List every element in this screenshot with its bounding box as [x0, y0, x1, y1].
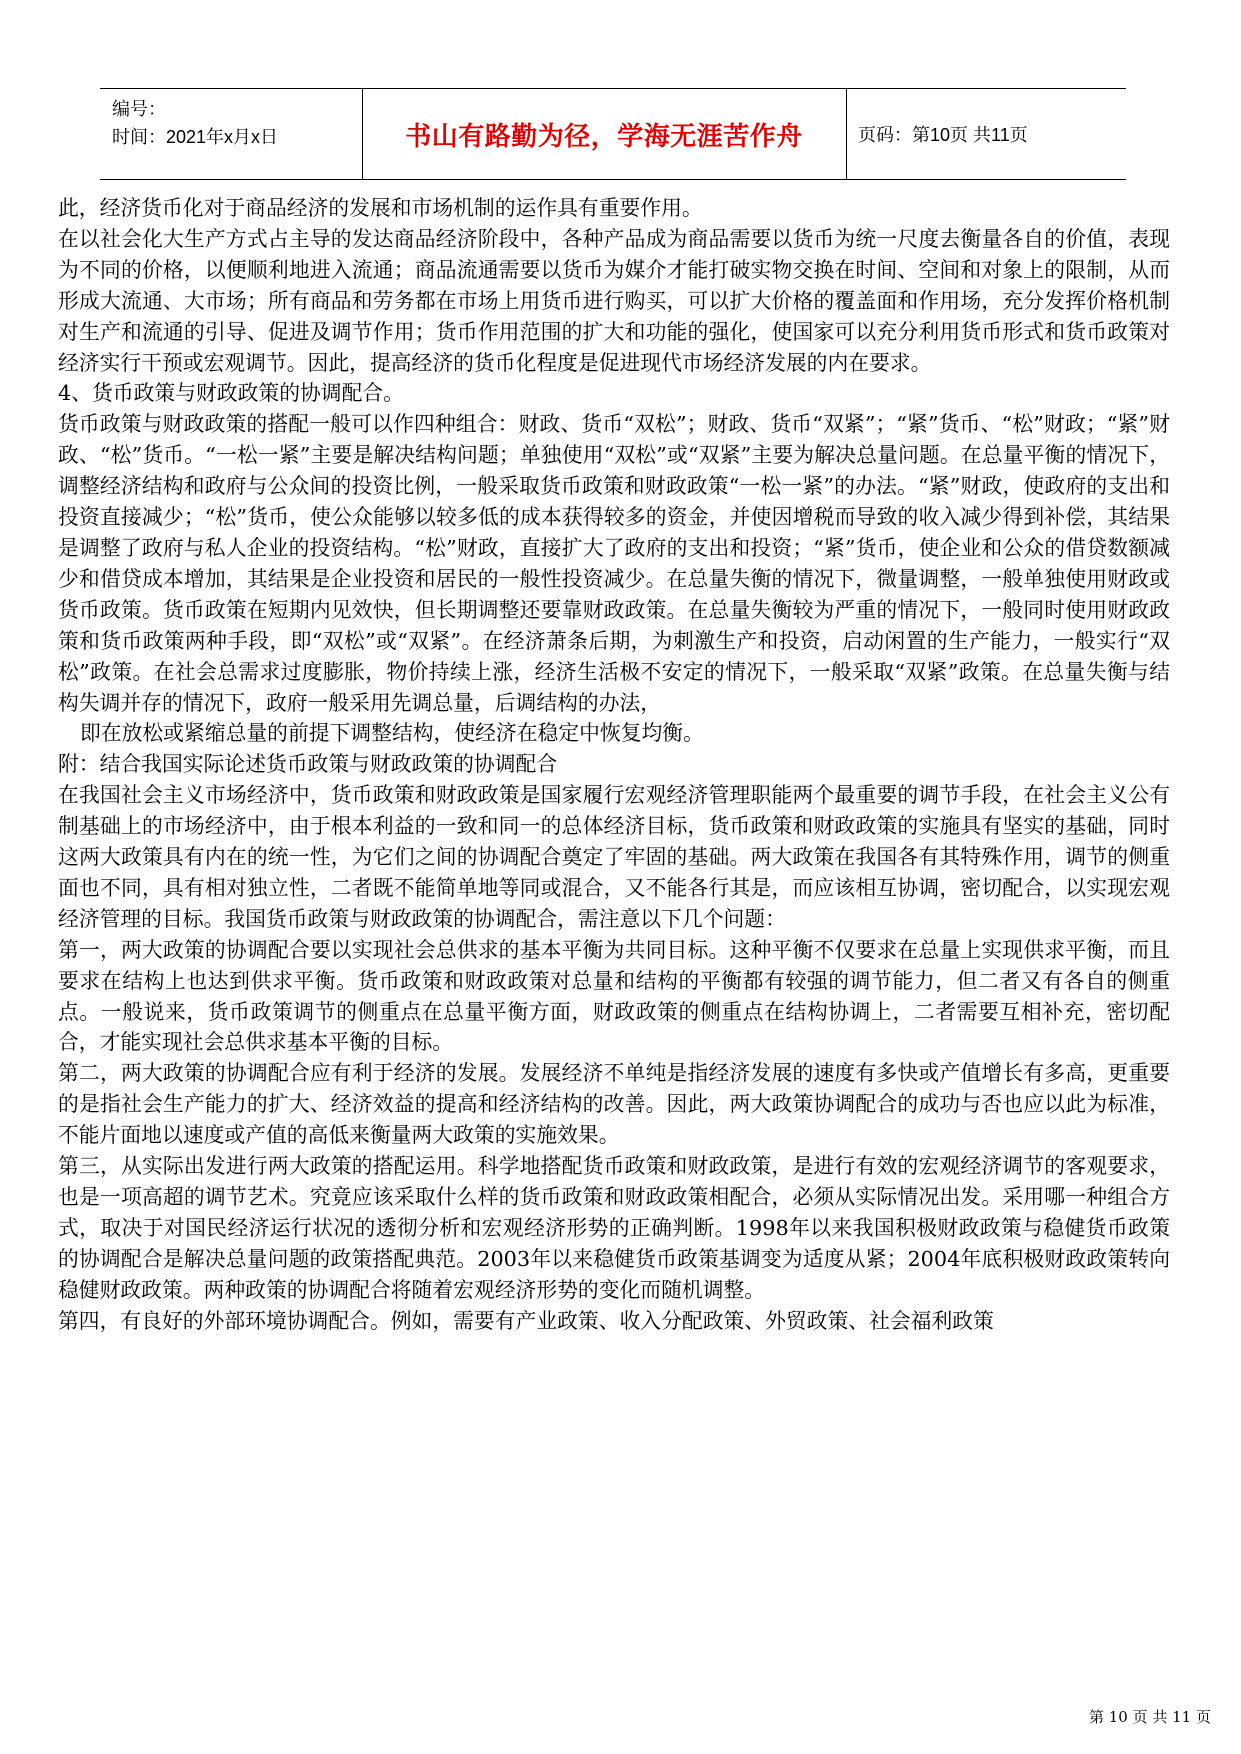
page-header [100, 88, 1126, 180]
page-footer-number: 第 10 页 共 11 页 [1088, 1708, 1211, 1726]
section-heading: 附：结合我国实际论述货币政策与财政政策的协调配合 [58, 752, 558, 777]
header-page-info: 页码：第10页 共11页 [858, 125, 1028, 145]
paragraph: 第二，两大政策的协调配合应有利于经济的发展。发展经济不单纯是指经济发展的速度有多快或产值增长有多高，更重要的是指社会生产能力的扩大、经济效益的提高和经济结构的改善。因此，两大政策协调配合的成功与否也应以此为标准，不能片面地以速度或产值的高低来衡量两大政策的实施效果。 [58, 1061, 1170, 1148]
paragraph: 在以社会化大生产方式占主导的发达商品经济阶段中，各种产品成为商品需要以货币为统一尺度去衡量各自的价值，表现为不同的价格，以便顺利地进入流通；商品流通需要以货币为媒介才能打破实物交换在时间、空间和对象上的限制，从而形成大流通、大市场；所有商品和劳务都在市场上用货币进行购买，可以扩大价格的覆盖面和作用场，充分发挥价格机制对生产和流通的引导、促进及调节作用；货币作用范围的扩大和功能的强化，使国家可以充分利用货币形式和货币政策对经济实行干预或宏观调节。因此，提高经济的货币化程度是促进现代市场经济发展的内在要求。 [58, 226, 1170, 375]
header-divider-right [846, 89, 847, 179]
paragraph: 第三，从实际出发进行两大政策的搭配运用。科学地搭配货币政策和财政政策，是进行有效的宏观经济调节的客观要求，也是一项高超的调节艺术。究竟应该采取什么样的货币政策和财政政策相配合，必须从实际情况出发。采用哪一种组合方式，取决于对国民经济运行状况的透彻分析和宏观经济形势的正确判断。1998年以来我国积极财政政策与稳健货币政策的协调配合是解决总量问题的政策搭配典范。2003年以来稳健货币政策基调变为适度从紧；2004年底积极财政政策转向稳健财政政策。两种政策的协调配合将随着宏观经济形势的变化而随机调整。 [58, 1154, 1170, 1302]
section-heading: 4、货币政策与财政政策的协调配合。 [58, 381, 404, 406]
document-number-label: 编号： [112, 99, 166, 119]
paragraph: 第四，有良好的外部环境协调配合。例如，需要有产业政策、收入分配政策、外贸政策、社会福利政策 [58, 1308, 994, 1333]
paragraph: 在我国社会主义市场经济中，货币政策和财政政策是国家履行宏观经济管理职能两个最重要的调节手段，在社会主义公有制基础上的市场经济中，由于根本利益的一致和同一的总体经济目标，货币政策和财政政策的实施具有坚实的基础，同时这两大政策具有内在的统一性，为它们之间的协调配合奠定了牢固的基础。两大政策在我国各有其特殊作用，调节的侧重面也不同，具有相对独立性，二者既不能简单地等同或混合，又不能各行其是，而应该相互协调，密切配合，以实现宏观经济管理的目标。我国货币政策与财政政策的协调配合，需注意以下几个问题： [58, 783, 1170, 931]
paragraph: 第一，两大政策的协调配合要以实现社会总供求的基本平衡为共同目标。这种平衡不仅要求在总量上实现供求平衡，而且要求在结构上也达到供求平衡。货币政策和财政政策对总量和结构的平衡都有较强的调节能力，但二者又有各自的侧重点。一般说来，货币政策调节的侧重点在总量平衡方面，财政政策的侧重点在结构协调上，二者需要互相补充，密切配合，才能实现社会总供求基本平衡的目标。 [58, 937, 1170, 1055]
document-body [58, 193, 1170, 1337]
paragraph: 此，经济货币化对于商品经济的发展和市场机制的运作具有重要作用。 [58, 196, 703, 220]
paragraph: 货币政策与财政政策的搭配一般可以作四种组合：财政、货币“双松”；财政、货币“双紧”；“紧”货币、“松”财政；“紧”财政、“松”货币。“一松一紧”主要是解决结构问题；单独使用“双松”或“双紧”主要为解决总量问题。在总量平衡的情况下，调整经济结构和政府与公众间的投资比例，一般采取货币政策和财政政策“一松一紧”的办法。“紧”财政，使政府的支出和投资直接减少；“松”货币，使公众能够以较多低的成本获得较多的资金，并使因增税而导致的收入减少得到补偿，其结果是调整了政府与私人企业的投资结构。“松”财政，直接扩大了政府的支出和投资；“紧”货币，使企业和公众的借贷数额减少和借贷成本增加，其结果是企业投资和居民的一般性投资减少。在总量失衡的情况下，微量调整，一般单独使用财政或货币政策。货币政策在短期内见效快，但长期调整还要靠财政政策。在总量失衡较为严重的情况下，一般同时使用财政政策和货币政策两种手段，即“双松”或“双紧”。在经济萧条后期，为刺激生产和投资，启动闲置的生产能力，一般实行“双松”政策。在社会总需求过度膨胀，物价持续上涨，经济生活极不安定的情况下，一般采取“双紧”政策。在总量失衡与结构失调并存的情况下，政府一般采用先调总量，后调结构的办法， [58, 412, 1170, 715]
header-motto: 书山有路勤为径，学海无涯苦作舟 [405, 121, 803, 152]
header-meta [112, 95, 278, 151]
paragraph: 即在放松或紧缩总量的前提下调整结构，使经济在稳定中恢复均衡。 [80, 721, 704, 746]
document-time-label: 时间：2021年x月x日 [112, 127, 279, 147]
